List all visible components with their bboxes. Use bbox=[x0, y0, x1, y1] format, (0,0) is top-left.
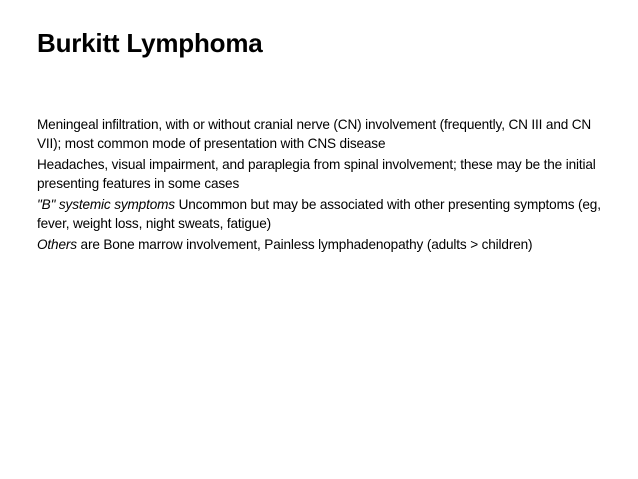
paragraph-text: Uncommon but may be associated with other presenting symptoms (eg, fever, weight loss, night sweats, fatigue) bbox=[37, 197, 601, 231]
paragraph-text: Headaches, visual impairment, and paraplegia from spinal involvement; these may be the initial presenting features in some cases bbox=[37, 157, 596, 191]
paragraph-lead: "B" systemic symptoms bbox=[37, 197, 175, 212]
slide-body bbox=[37, 116, 607, 258]
paragraph-b-symptoms bbox=[37, 196, 607, 233]
paragraph-text: are Bone marrow involvement, Painless lymphadenopathy (adults > children) bbox=[76, 237, 533, 252]
paragraph-meningeal bbox=[37, 116, 607, 153]
paragraph-text: Meningeal infiltration, with or without cranial nerve (CN) involvement (frequently, CN III and CN VII); most common mode of presentation with CNS disease bbox=[37, 117, 592, 151]
paragraph-headaches bbox=[37, 156, 607, 193]
paragraph-lead: Others bbox=[37, 237, 77, 252]
paragraph-others bbox=[37, 236, 607, 255]
slide-title: Burkitt Lymphoma bbox=[37, 28, 263, 58]
